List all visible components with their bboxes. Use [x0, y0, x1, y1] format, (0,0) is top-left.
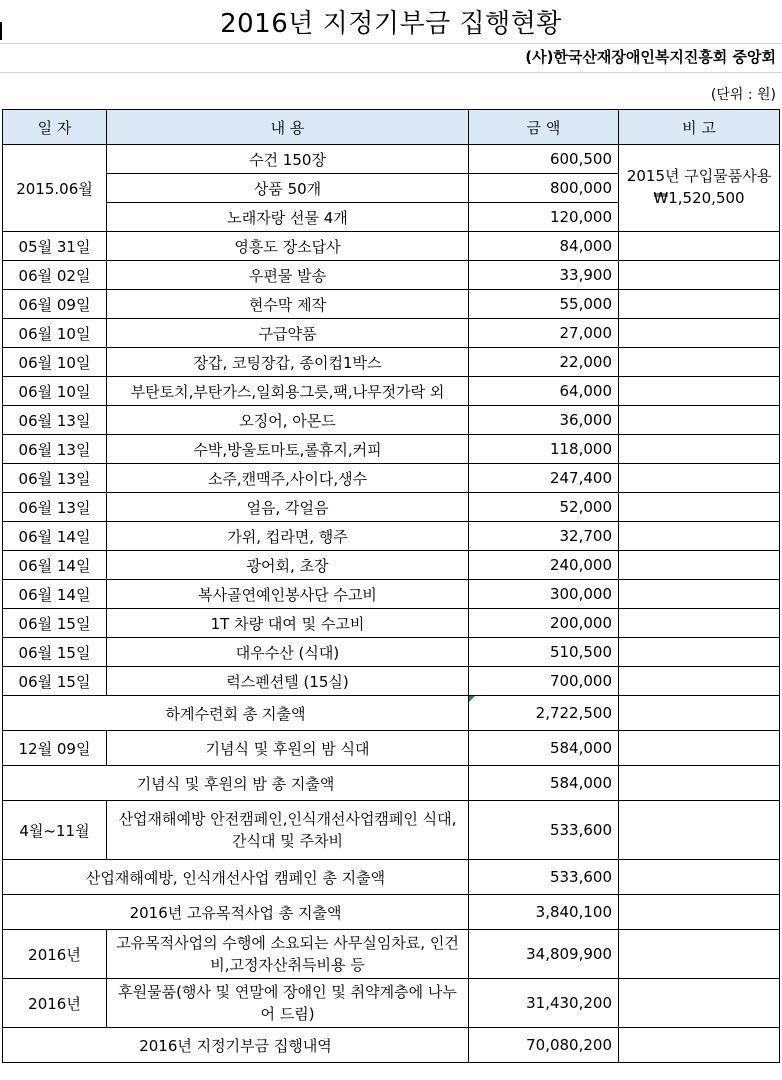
row-content[interactable]: 부탄토치,부탄가스,일회용그릇,팩,나무젓가락 외	[107, 377, 469, 406]
table-row	[3, 551, 780, 580]
row-amount[interactable]: 240,000	[469, 551, 619, 580]
table-row	[3, 667, 780, 696]
campaign-amount[interactable]: 533,600	[469, 801, 619, 860]
table-row	[3, 406, 780, 435]
row-date[interactable]: 06월 14일	[3, 580, 107, 609]
row-amount[interactable]: 33,900	[469, 261, 619, 290]
row-content[interactable]: 가위, 컵라면, 행주	[107, 522, 469, 551]
row-note[interactable]	[619, 319, 780, 348]
organization-name: (사)한국산재장애인복지진흥회 중앙회	[525, 48, 776, 66]
row-note[interactable]	[619, 377, 780, 406]
expenditure-table	[2, 109, 780, 1063]
row-content[interactable]: 장갑, 코팅장갑, 종이컵1박스	[107, 348, 469, 377]
sheet-gridline	[0, 72, 782, 73]
row-date[interactable]: 06월 15일	[3, 667, 107, 696]
donations-date[interactable]: 2016년	[3, 979, 107, 1028]
june-group-note[interactable]	[619, 145, 780, 232]
note-line: 2015년 구입물품사용	[626, 167, 772, 185]
row-amount[interactable]: 118,000	[469, 435, 619, 464]
purpose-ops-date[interactable]: 2016년	[3, 930, 107, 979]
row-content[interactable]: 대우수산 (식대)	[107, 638, 469, 667]
donations-amount[interactable]: 31,430,200	[469, 979, 619, 1028]
row-content[interactable]: 럭스펜션텔 (15실)	[107, 667, 469, 696]
row-date[interactable]: 06월 14일	[3, 522, 107, 551]
row-amount[interactable]: 200,000	[469, 609, 619, 638]
table-row	[3, 377, 780, 406]
ceremony-total-row	[3, 766, 780, 801]
row-amount[interactable]: 510,500	[469, 638, 619, 667]
row-note[interactable]	[619, 435, 780, 464]
row-note[interactable]	[619, 522, 780, 551]
row-content[interactable]: 현수막 제작	[107, 290, 469, 319]
header-content[interactable]: 내 용	[107, 110, 469, 145]
ceremony-row	[3, 731, 780, 766]
row-date[interactable]: 06월 09일	[3, 290, 107, 319]
ceremony-date[interactable]: 12월 09일	[3, 731, 107, 766]
campaign-total-label[interactable]: 산업재해예방, 인식개선사업 캠페인 총 지출액	[3, 860, 469, 895]
row-date[interactable]: 06월 13일	[3, 435, 107, 464]
table-row	[3, 232, 780, 261]
table-row	[3, 348, 780, 377]
header-date[interactable]: 일 자	[3, 110, 107, 145]
row-note[interactable]	[619, 801, 780, 860]
row-date[interactable]: 06월 15일	[3, 638, 107, 667]
row-content[interactable]: 얼음, 각얼음	[107, 493, 469, 522]
table-row	[3, 464, 780, 493]
row-date[interactable]: 06월 10일	[3, 348, 107, 377]
row-date[interactable]: 06월 13일	[3, 493, 107, 522]
table-row	[3, 319, 780, 348]
item-content[interactable]: 노래자랑 선물 4개	[107, 203, 469, 232]
header-row	[3, 110, 780, 145]
row-note[interactable]	[619, 261, 780, 290]
campaign-total-amount[interactable]: 533,600	[469, 860, 619, 895]
table-row	[3, 261, 780, 290]
row-date[interactable]: 06월 13일	[3, 406, 107, 435]
row-amount[interactable]: 64,000	[469, 377, 619, 406]
row-content[interactable]: 1T 차량 대여 및 수고비	[107, 609, 469, 638]
summer-total-row	[3, 696, 780, 731]
row-note[interactable]	[619, 667, 780, 696]
row-note[interactable]	[619, 930, 780, 979]
row-amount[interactable]: 32,700	[469, 522, 619, 551]
row-content[interactable]: 수박,방울토마토,롤휴지,커피	[107, 435, 469, 464]
row-note[interactable]	[619, 551, 780, 580]
row-note[interactable]	[619, 290, 780, 319]
row-amount[interactable]: 27,000	[469, 319, 619, 348]
row-amount[interactable]: 84,000	[469, 232, 619, 261]
purpose-ops-content[interactable]: 고유목적사업의 수행에 소요되는 사무실임차료, 인건비,고정자산취득비용 등	[107, 930, 469, 979]
item-content[interactable]: 상품 50개	[107, 174, 469, 203]
grand-total-row	[3, 1028, 780, 1063]
ceremony-amount[interactable]: 584,000	[469, 731, 619, 766]
header-amount[interactable]: 금 액	[469, 110, 619, 145]
summer-total-label[interactable]: 하계수련회 총 지출액	[3, 696, 469, 731]
row-amount[interactable]: 36,000	[469, 406, 619, 435]
row-note[interactable]	[619, 406, 780, 435]
table-row	[3, 145, 780, 174]
row-content[interactable]: 광어회, 초장	[107, 551, 469, 580]
table-row	[3, 609, 780, 638]
row-date[interactable]: 06월 02일	[3, 261, 107, 290]
june-group-date[interactable]: 2015.06월	[3, 145, 107, 232]
item-amount[interactable]: 120,000	[469, 203, 619, 232]
row-note[interactable]	[619, 638, 780, 667]
row-content[interactable]: 영흥도 장소답사	[107, 232, 469, 261]
row-note[interactable]	[619, 860, 780, 895]
row-note[interactable]	[619, 731, 780, 766]
campaign-row	[3, 801, 780, 860]
header-note[interactable]: 비 고	[619, 110, 780, 145]
row-note[interactable]	[619, 580, 780, 609]
row-date[interactable]: 06월 15일	[3, 609, 107, 638]
purpose-total-label[interactable]: 2016년 고유목적사업 총 지출액	[3, 895, 469, 930]
row-date[interactable]: 06월 10일	[3, 377, 107, 406]
row-amount[interactable]: 700,000	[469, 667, 619, 696]
row-note[interactable]	[619, 979, 780, 1028]
table-row	[3, 522, 780, 551]
row-amount[interactable]: 22,000	[469, 348, 619, 377]
row-amount[interactable]: 247,400	[469, 464, 619, 493]
purpose-total-amount[interactable]: 3,840,100	[469, 895, 619, 930]
row-content[interactable]: 우편물 발송	[107, 261, 469, 290]
table-row	[3, 435, 780, 464]
unit-label: (단위 : 원)	[710, 87, 776, 103]
item-amount[interactable]: 800,000	[469, 174, 619, 203]
summer-total-amount[interactable]: 2,722,500	[469, 696, 619, 731]
row-date[interactable]: 05월 31일	[3, 232, 107, 261]
donations-content[interactable]: 후원물품(행사 및 연말에 장애인 및 취약계층에 나누어 드림)	[107, 979, 469, 1028]
row-date[interactable]: 06월 10일	[3, 319, 107, 348]
table-row	[3, 493, 780, 522]
grand-total-amount[interactable]: 70,080,200	[469, 1028, 619, 1063]
table-row	[3, 290, 780, 319]
row-note[interactable]	[619, 696, 780, 731]
table-row	[3, 638, 780, 667]
row-amount[interactable]: 52,000	[469, 493, 619, 522]
table-row	[3, 580, 780, 609]
note-amount: ₩1,520,500	[653, 189, 745, 207]
ceremony-total-amount[interactable]: 584,000	[469, 766, 619, 801]
purpose-total-row	[3, 895, 780, 930]
row-note[interactable]	[619, 464, 780, 493]
campaign-date[interactable]: 4월~11월	[3, 801, 107, 860]
row-content[interactable]: 복사골연예인봉사단 수고비	[107, 580, 469, 609]
grand-total-label[interactable]: 2016년 지정기부금 집행내역	[3, 1028, 469, 1063]
row-amount[interactable]: 300,000	[469, 580, 619, 609]
row-date[interactable]: 06월 13일	[3, 464, 107, 493]
row-date[interactable]: 06월 14일	[3, 551, 107, 580]
campaign-content[interactable]: 산업재해예방 안전캠페인,인식개선사업캠페인 식대,간식대 및 주차비	[107, 801, 469, 860]
row-note[interactable]	[619, 232, 780, 261]
row-amount[interactable]: 55,000	[469, 290, 619, 319]
row-content[interactable]: 오징어, 아몬드	[107, 406, 469, 435]
row-note[interactable]	[619, 609, 780, 638]
purpose-ops-row	[3, 930, 780, 979]
row-note[interactable]	[619, 348, 780, 377]
row-note[interactable]	[619, 895, 780, 930]
purpose-ops-amount[interactable]: 34,809,900	[469, 930, 619, 979]
donations-row	[3, 979, 780, 1028]
ceremony-total-label[interactable]: 기념식 및 후원의 밤 총 지출액	[3, 766, 469, 801]
row-content[interactable]: 구급약품	[107, 319, 469, 348]
row-content[interactable]: 소주,캔맥주,사이다,생수	[107, 464, 469, 493]
item-amount[interactable]: 600,500	[469, 145, 619, 174]
row-note[interactable]	[619, 1028, 780, 1063]
page-title: 2016년 지정기부금 집행현황	[220, 8, 562, 39]
campaign-total-row	[3, 860, 780, 895]
item-content[interactable]: 수건 150장	[107, 145, 469, 174]
row-note[interactable]	[619, 766, 780, 801]
row-note[interactable]	[619, 493, 780, 522]
ceremony-content[interactable]: 기념식 및 후원의 밤 식대	[107, 731, 469, 766]
